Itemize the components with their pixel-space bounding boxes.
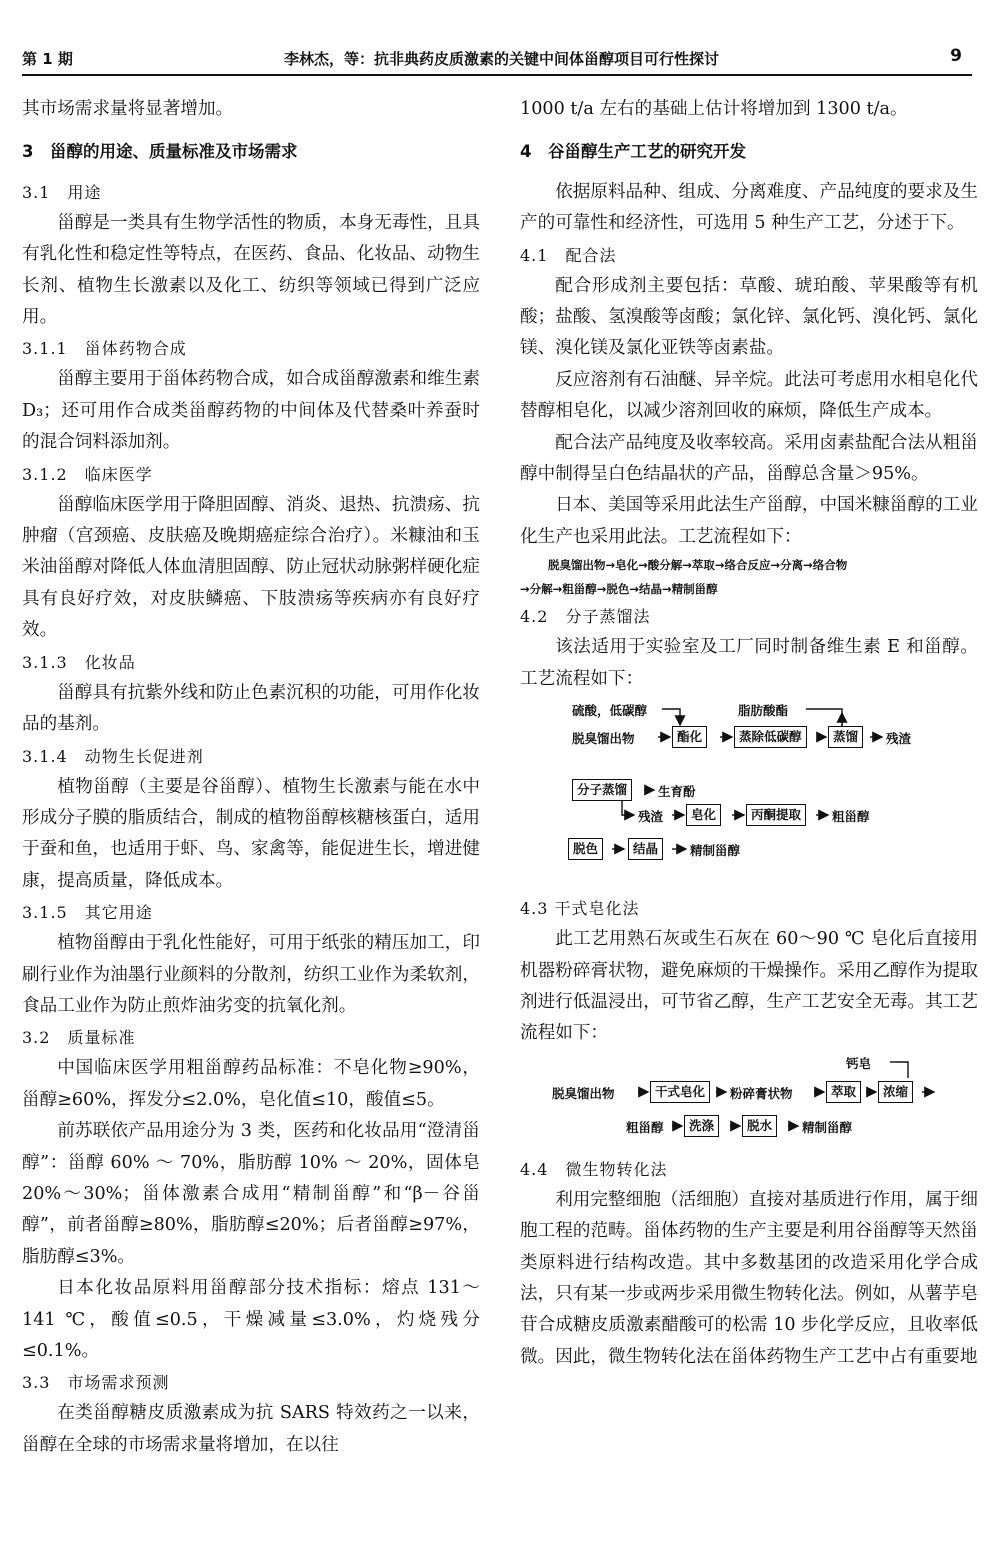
section-3-1-heading: 3.1 用途 — [22, 182, 102, 202]
concentrate-box: 浓缩 — [878, 1081, 913, 1103]
right-column — [520, 94, 978, 1373]
remove-lower-alcohol-box: 蒸除低碳醇 — [734, 726, 807, 748]
paragraph: 前苏联依产品用途分为 3 类，医药和化妆品用“澄清甾醇”：甾醇 60% ～ 70%，脂肪醇 10% ～ 20%，固体皂 20%～30%；甾体激素合成用“精制甾醇”和“β－谷甾醇”，前者甾醇≥80%，脂肪醇≤20%；后者甾醇≥97%，脂肪醇≤3%。 — [22, 1121, 480, 1267]
issue-number: 第 1 期 — [22, 50, 73, 68]
dehydrate-box: 脱水 — [742, 1115, 777, 1137]
paragraph: 该法适用于实验室及工厂同时制备维生素 E 和甾醇。工艺流程如下： — [520, 637, 978, 689]
paragraph: 甾醇是一类具有生物学活性的物质，本身无毒性，且具有乳化性和稳定性等特点，在医药、食品、化妆品、动物生长剂、植物生长激素以及化工、纺织等领域已得到广泛应用。 — [22, 212, 480, 328]
paragraph: 甾醇临床医学用于降胆固醇、消炎、退热、抗溃疡、抗肿瘤（宫颈癌、皮肤癌及晚期癌症综合治疗）。米糠油和玉米油甾醇对降低人体血清胆固醇、防止冠状动脉粥样硬化症具有良好疗效，对皮肤鳞癌、下肢溃疡等疾病亦有良好疗效。 — [22, 494, 480, 641]
section-4-heading: 4 谷甾醇生产工艺的研究开发 — [520, 142, 746, 162]
saponify-box: 皂化 — [686, 804, 721, 826]
section-4-4-heading: 4.4 微生物转化法 — [520, 1159, 668, 1179]
paragraph: 其市场需求量将显著增加。 — [22, 99, 234, 119]
paragraph: 甾醇主要用于甾体药物合成，如合成甾醇激素和维生素 D₃；还可用作合成类甾醇药物的中间体及代替桑叶养蚕时的混合饲料添加剂。 — [22, 369, 480, 453]
section-3-1-2-heading: 3.1.2 临床医学 — [22, 464, 153, 484]
source-label: 脱臭馏出物 — [552, 1085, 615, 1101]
molecular-distillation-box: 分子蒸馏 — [572, 779, 632, 801]
acetone-extraction-box: 丙酮提取 — [746, 804, 806, 826]
refined-sterol-label: 精制甾醇 — [690, 843, 741, 859]
distill-box: 蒸馏 — [828, 726, 863, 748]
paragraph: 1000 t/a 左右的基础上估计将增加到 1300 t/a。 — [520, 99, 908, 119]
extract-box: 萃取 — [826, 1081, 861, 1103]
calcium-soap-label: 钙皂 — [846, 1055, 872, 1071]
section-4-3-heading: 4.3 干式皂化法 — [520, 899, 640, 919]
section-3-1-3-heading: 3.1.3 化妆品 — [22, 652, 136, 672]
paragraph: 中国临床医学用粗甾醇药品标准：不皂化物≥90%，甾醇≥60%，挥发分≤2.0%，皂化值≤10，酸值≤5。 — [22, 1058, 480, 1110]
section-3-1-5-heading: 3.1.5 其它用途 — [22, 903, 153, 923]
paragraph: 此工艺用熟石灰或生石灰在 60～90 ℃ 皂化后直接用机器粉碎膏状物，避免麻烦的干燥操作。采用乙醇作为提取剂进行低温浸出，可节省乙醇，生产工艺安全无毒。其工艺流程如下： — [520, 929, 978, 1044]
reagent-label: 硫酸，低碳醇 — [572, 703, 648, 719]
paragraph: 反应溶剂有石油醚、异辛烷。此法可考虑用水相皂化代替醇相皂化，以减少溶剂回收的麻烦，降低生产成本。 — [520, 369, 978, 422]
esterify-box: 酯化 — [672, 726, 707, 748]
crystallize-box: 结晶 — [628, 838, 663, 860]
paragraph: 植物甾醇由于乳化性能好，可用于纸张的精压加工，印刷行业作为油墨行业颜料的分散剂，纺织工业作为柔软剂，食品工业作为防止煎炸油劣变的抗氧化剂。 — [22, 933, 480, 1016]
tocopherol-label: 生育酚 — [658, 784, 696, 800]
wash-box: 洗涤 — [684, 1115, 719, 1137]
paragraph: 配合形成剂主要包括：草酸、琥珀酸、苹果酸等有机酸；盐酸、氢溴酸等卤酸；氯化锌、氯化钙、溴化钙、氯化镁、溴化镁及氯化亚铁等卤素盐。 — [520, 275, 978, 359]
flow-line-2: →分解→粗甾醇→脱色→结晶→精制甾醇 — [520, 582, 718, 597]
paragraph: 配合法产品纯度及收率较高。采用卤素盐配合法从粗甾醇中制得呈白色结晶状的产品，甾醇总含量＞95%。 — [520, 432, 978, 485]
dry-saponification-box: 干式皂化 — [650, 1081, 710, 1103]
fatty-ester-label: 脂肪酸酯 — [738, 703, 789, 719]
paragraph: 在类甾醇糖皮质激素成为抗 SARS 特效药之一以来，甾醇在全球的市场需求量将增加，在以往 — [22, 1403, 480, 1455]
section-3-3-heading: 3.3 市场需求预测 — [22, 1373, 170, 1393]
crude-sterol-label: 粗甾醇 — [626, 1119, 664, 1135]
residue-label: 残渣 — [638, 809, 664, 825]
flow-line-1: 脱臭馏出物→皂化→酸分解→萃取→络合反应→分离→络合物 — [548, 558, 848, 573]
crushed-paste-label: 粉碎膏状物 — [730, 1085, 793, 1101]
section-3-1-1-heading: 3.1.1 甾体药物合成 — [22, 339, 187, 359]
paragraph: 依据原料品种、组成、分离难度、产品纯度的要求及生产的可靠性和经济性，可选用 5 种生产工艺，分述于下。 — [520, 181, 978, 234]
section-4-2-heading: 4.2 分子蒸馏法 — [520, 607, 651, 627]
paragraph: 日本、美国等采用此法生产甾醇，中国米糠甾醇的工业化生产也采用此法。工艺流程如下： — [520, 495, 978, 547]
running-title: 李林杰，等：抗非典药皮质激素的关键中间体甾醇项目可行性探讨 — [284, 50, 720, 68]
left-column — [22, 94, 480, 1461]
dry-saponification-flow-diagram — [520, 1050, 978, 1154]
crude-sterol-label: 粗甾醇 — [832, 809, 870, 825]
page-number: 9 — [950, 46, 962, 66]
source-label: 脱臭馏出物 — [572, 731, 635, 747]
section-3-1-4-heading: 3.1.4 动物生长促进剂 — [22, 746, 204, 766]
section-3-2-heading: 3.2 质量标准 — [22, 1028, 136, 1048]
paragraph: 植物甾醇（主要是谷甾醇）、植物生长激素与能在水中形成分子膜的脂质结合，制成的植物甾醇核糖核蛋白，适用于蚕和鱼，也适用于虾、鸟、家禽等，能促进生长，增进健康，提高质量，降低成本。 — [22, 776, 480, 891]
section-4-1-heading: 4.1 配合法 — [520, 245, 617, 265]
running-header — [22, 44, 972, 76]
paragraph: 利用完整细胞（活细胞）直接对基质进行作用，属于细胞工程的范畴。甾体药物的生产主要是利用谷甾醇等天然甾类原料进行结构改造。其中多数基团的改造采用化学合成法，只有某一步或两步采用微生物转化法。例如，从薯芋皂苷合成糖皮质激素醋酸可的松需 10 步化学反应，且收率低微。因此，微生物转化法在甾体药物生产工艺中占有重要地 — [520, 1189, 978, 1367]
paragraph: 甾醇具有抗紫外线和防止色素沉积的功能，可用作化妆品的基剂。 — [22, 682, 480, 735]
refined-sterol-label: 精制甾醇 — [802, 1119, 853, 1135]
paragraph: 日本化妆品原料用甾醇部分技术指标：熔点 131～141 ℃，酸值≤0.5，干燥减量≤3.0%，灼烧残分≤0.1%。 — [22, 1278, 480, 1361]
section-3-heading: 3 甾醇的用途、质量标准及市场需求 — [22, 142, 298, 162]
residue-label: 残渣 — [886, 731, 912, 747]
molecular-distillation-flow-diagram — [520, 695, 978, 893]
decolor-box: 脱色 — [568, 838, 603, 860]
